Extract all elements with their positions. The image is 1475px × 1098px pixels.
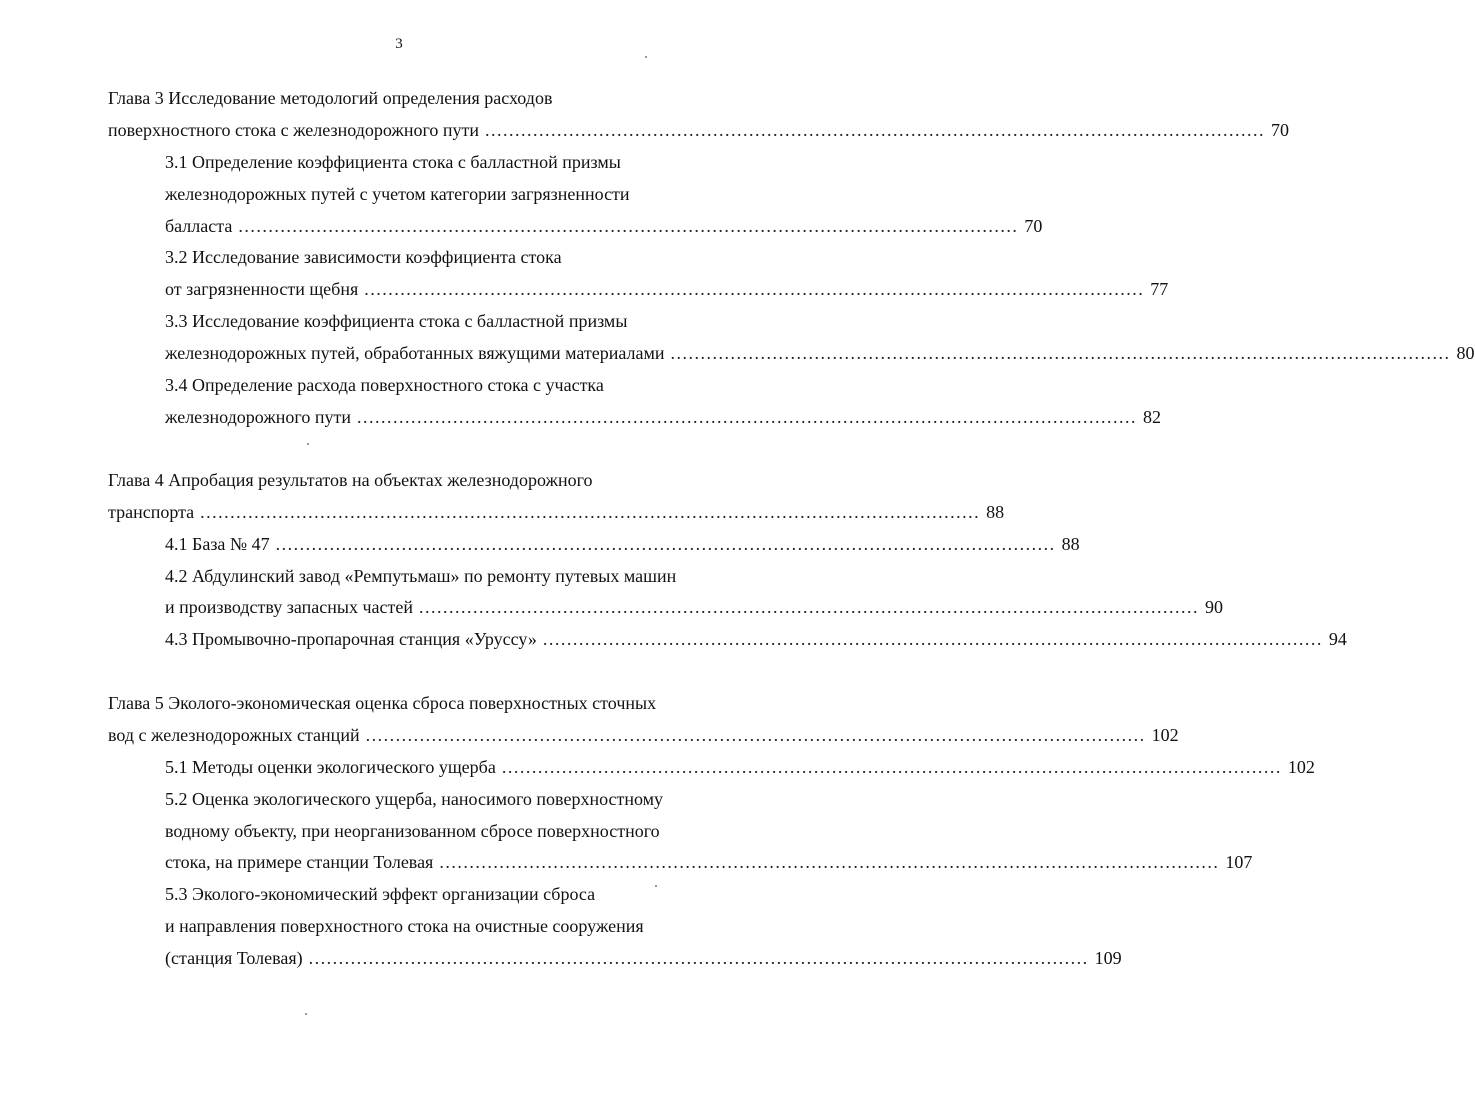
section-4-3-title: 4.3 Промывочно-пропарочная станция «Уруссу» [165, 629, 537, 649]
section-4-2-line2: и производству запасных частей [165, 597, 413, 617]
section-3-3-line1: 3.3 Исследование коэффициента стока с балластной призмы [165, 311, 628, 331]
section-3-4-line2: железнодорожного пути [165, 407, 351, 427]
section-5-2-line1: 5.2 Оценка экологического ущерба, наносимого поверхностному [165, 789, 664, 809]
leader-dots: .................................................................................................................................. [670, 343, 1451, 363]
page-ref: 88 [1061, 534, 1080, 554]
section-3-2-line2: от загрязненности щебня [165, 279, 359, 299]
scan-speck [307, 443, 309, 445]
section-5-3-line1: 5.3 Эколого-экономический эффект организации сброса [165, 884, 596, 904]
page-ref: 70 [1271, 120, 1290, 140]
toc-entry-3-2[interactable] [165, 278, 1169, 300]
chapter3-title-line1: Глава 3 Исследование методологий определения расходов [108, 88, 553, 108]
section-5-3-line3: (станция Толевая) [165, 948, 303, 968]
leader-dots: .................................................................................................................................. [275, 534, 1056, 554]
page-ref: 102 [1151, 725, 1179, 745]
leader-dots: .................................................................................................................................. [542, 629, 1323, 649]
toc-entry-5-1[interactable] [165, 756, 1315, 778]
page-ref: 90 [1204, 597, 1223, 617]
toc-entry-4-3[interactable] [165, 628, 1347, 650]
chapter3-title-line2: поверхностного стока с железнодорожного пути [108, 120, 480, 140]
page-ref: 107 [1225, 852, 1253, 872]
toc-entry-5-2[interactable] [165, 851, 1253, 873]
leader-dots: .................................................................................................................................. [238, 216, 1019, 236]
chapter5-title-line2: вод с железнодорожных станций [108, 725, 360, 745]
scan-speck [645, 56, 647, 58]
section-5-2-line3: стока, на примере станции Толевая [165, 852, 434, 872]
section-3-2-line1: 3.2 Исследование зависимости коэффициента стока [165, 247, 562, 267]
leader-dots: .................................................................................................................................. [308, 948, 1089, 968]
leader-dots: .................................................................................................................................. [501, 757, 1282, 777]
section-3-1-line1: 3.1 Определение коэффициента стока с балластной призмы [165, 152, 621, 172]
leader-dots: .................................................................................................................................. [418, 597, 1199, 617]
section-5-2-line2: водному объекту, при неорганизованном сбросе поверхностного [165, 821, 660, 841]
section-5-1-title: 5.1 Методы оценки экологического ущерба [165, 757, 496, 777]
leader-dots: .................................................................................................................................. [356, 407, 1137, 427]
section-3-4-line1: 3.4 Определение расхода поверхностного стока с участка [165, 375, 604, 395]
section-4-1-title: 4.1 База № 47 [165, 534, 270, 554]
chapter5-title-line1: Глава 5 Эколого-экономическая оценка сброса поверхностных сточных [108, 693, 657, 713]
leader-dots: .................................................................................................................................. [439, 852, 1220, 872]
leader-dots: .................................................................................................................................. [364, 279, 1145, 299]
section-3-1-line3: балласта [165, 216, 233, 236]
page-ref: 70 [1024, 216, 1043, 236]
page-ref: 88 [986, 502, 1005, 522]
toc-entry-chapter3[interactable] [108, 119, 1290, 141]
page-ref: 109 [1094, 948, 1122, 968]
leader-dots: .................................................................................................................................. [485, 120, 1266, 140]
toc-entry-chapter5[interactable] [108, 724, 1179, 746]
page-ref: 102 [1287, 757, 1315, 777]
toc-entry-chapter4[interactable] [108, 501, 1005, 523]
scan-speck [655, 885, 657, 887]
chapter4-title-line1: Глава 4 Апробация результатов на объектах железнодорожного [108, 470, 593, 490]
page-number: 3 [395, 36, 403, 52]
page-ref: 94 [1328, 629, 1347, 649]
leader-dots: .................................................................................................................................. [365, 725, 1146, 745]
section-5-3-line2: и направления поверхностного стока на очистные сооружения [165, 916, 644, 936]
section-4-2-line1: 4.2 Абдулинский завод «Ремпутьмаш» по ремонту путевых машин [165, 566, 677, 586]
page-ref: 77 [1150, 279, 1169, 299]
scan-speck [305, 1013, 307, 1015]
toc-entry-3-1[interactable] [165, 215, 1043, 237]
chapter4-title-line2: транспорта [108, 502, 195, 522]
leader-dots: .................................................................................................................................. [200, 502, 981, 522]
toc-entry-4-2[interactable] [165, 596, 1223, 618]
toc-entry-3-4[interactable] [165, 406, 1161, 428]
page-ref: 82 [1142, 407, 1161, 427]
toc-entry-3-3[interactable] [165, 342, 1475, 364]
section-3-1-line2: железнодорожных путей с учетом категории загрязненности [165, 184, 630, 204]
section-3-3-line2: железнодорожных путей, обработанных вяжущими материалами [165, 343, 665, 363]
toc-entry-4-1[interactable] [165, 533, 1080, 555]
toc-entry-5-3[interactable] [165, 947, 1122, 969]
page-ref: 80 [1456, 343, 1475, 363]
